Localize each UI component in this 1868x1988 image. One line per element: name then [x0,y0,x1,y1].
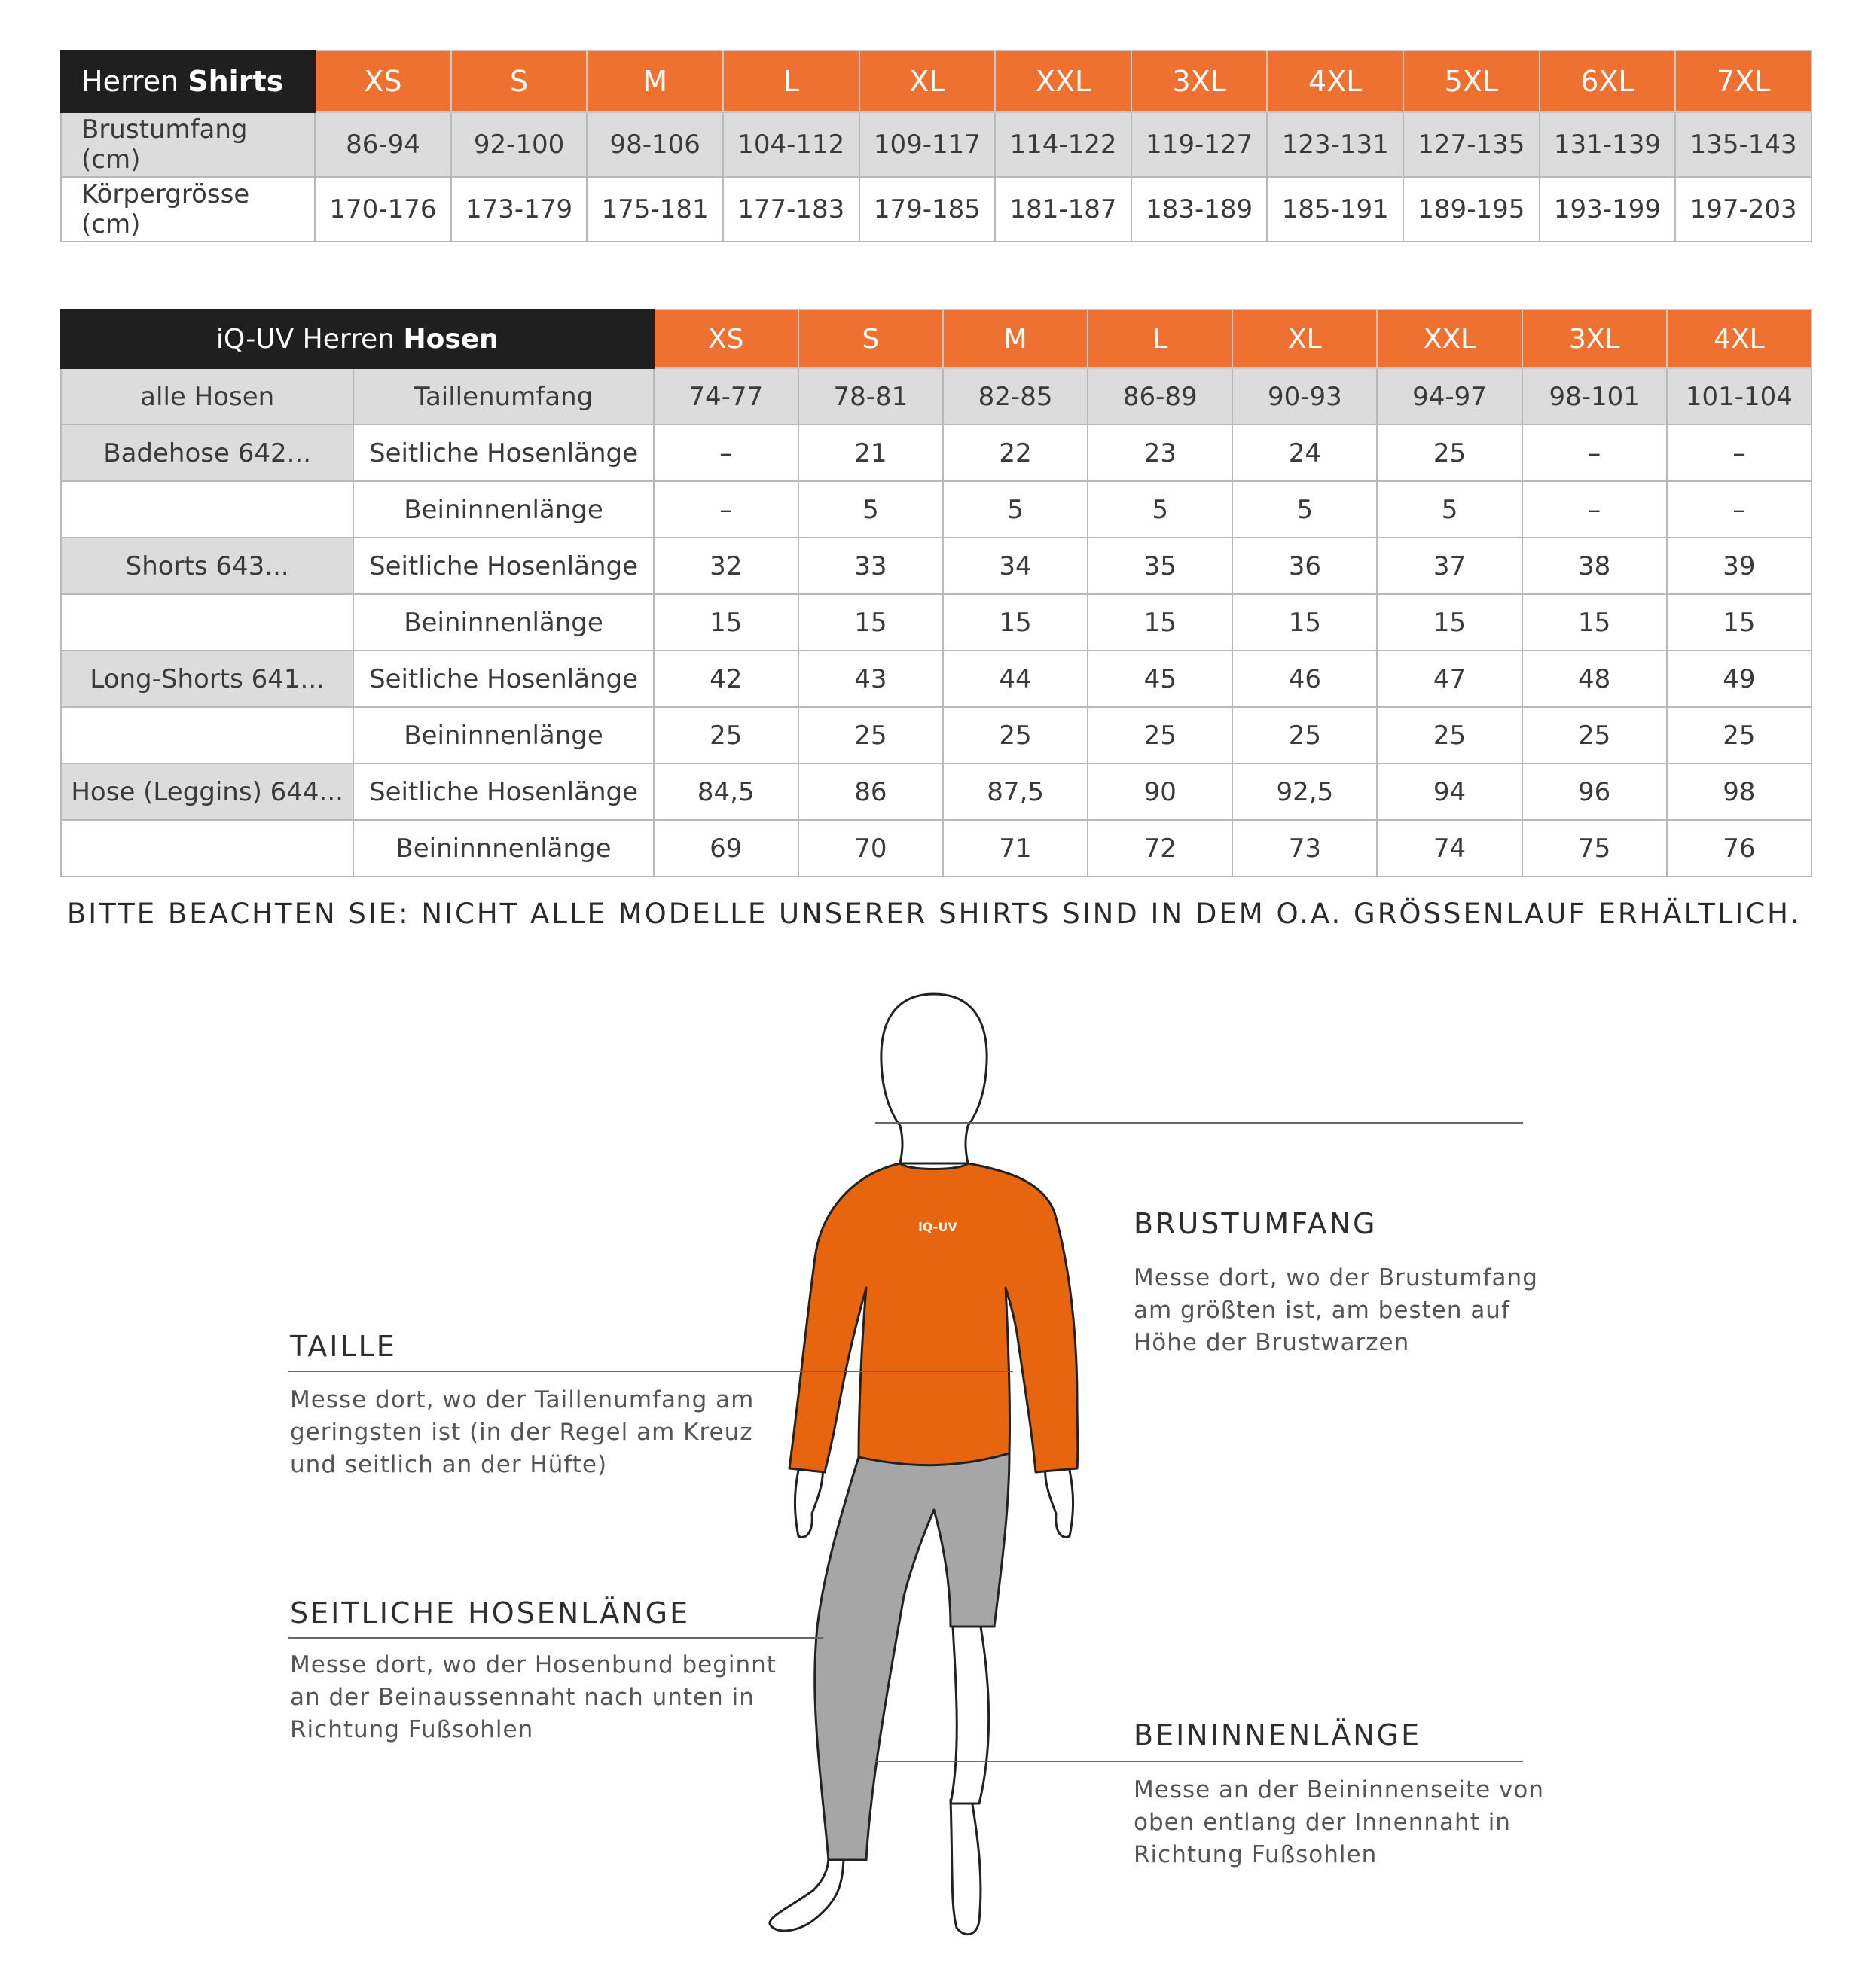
table-cell: 21 [798,425,943,481]
size-header: 4XL [1667,309,1812,368]
table-cell: 5 [1377,481,1522,538]
table-cell: 84,5 [654,764,798,820]
hosen-table-title: iQ-UV Herren Hosen [61,309,654,368]
seitliche-annotation [290,1596,690,1630]
table-cell: 96 [1522,764,1667,820]
table-cell: 135-143 [1675,112,1812,177]
row-label: Brustumfang (cm) [61,112,315,177]
table-cell: 45 [1088,651,1232,707]
table-cell: 92-100 [451,112,588,177]
table-cell: 197-203 [1675,177,1812,242]
table-cell: 183-189 [1131,177,1268,242]
table-cell: 193-199 [1540,177,1676,242]
size-header: XL [1232,309,1377,368]
table-row [61,820,1812,877]
table-cell: 15 [1088,594,1232,651]
size-header: S [451,50,588,112]
table-cell: 78-81 [798,368,943,425]
table-cell: 98-106 [587,112,723,177]
table-cell: 181-187 [995,177,1131,242]
table-cell: – [654,425,798,481]
measure-label: Taillenumfang [353,368,653,425]
shirts-header-row [61,50,1812,112]
measure-label: Seitliche Hosenlänge [353,425,653,481]
shirts-table-title: Herren Shirts [61,50,315,112]
table-cell: 86-94 [315,112,451,177]
size-header: 5XL [1403,50,1540,112]
table-cell: 94 [1377,764,1522,820]
table-cell: 74 [1377,820,1522,877]
table-cell: 92,5 [1232,764,1377,820]
table-cell: 44 [943,651,1088,707]
measure-label: Beininnenlänge [353,481,653,538]
table-cell: 25 [1377,425,1522,481]
hosen-size-table [60,309,1812,877]
table-cell: 23 [1088,425,1232,481]
beininnen-annotation [1134,1718,1421,1752]
table-cell: 69 [654,820,798,877]
head-shape [881,994,987,1163]
table-cell: 73 [1232,820,1377,877]
table-cell: 15 [1232,594,1377,651]
table-cell: 70 [798,820,943,877]
table-cell: – [1667,425,1812,481]
table-cell: 47 [1377,651,1522,707]
table-cell: 49 [1667,651,1812,707]
table-cell: 5 [798,481,943,538]
table-cell: 15 [943,594,1088,651]
shirt-shape [789,1163,1078,1472]
seitliche-title: SEITLICHE HOSENLÄNGE [290,1596,691,1630]
table-row [61,538,1812,594]
size-header: XS [315,50,451,112]
size-header: XL [859,50,996,112]
table-cell: 43 [798,651,943,707]
table-cell: 177-183 [723,177,859,242]
table-cell: 74-77 [654,368,798,425]
table-row [61,481,1812,538]
size-header: S [798,309,943,368]
waist-row [61,368,1812,425]
hosen-header-row [61,309,1812,368]
product-label [61,481,353,538]
size-header: 7XL [1675,50,1812,112]
beininnen-title: BEININNENLÄNGE [1134,1718,1422,1752]
table-cell: – [1522,481,1667,538]
left-foot-shape [770,1856,844,1931]
body-figure-illustration [753,979,1115,1958]
size-header: XXL [995,50,1131,112]
beininnen-line-2: oben entlang der Innennaht in [1134,1809,1511,1836]
product-label: Hose (Leggins) 644... [61,764,353,820]
beininnen-leader-line [875,1761,1523,1762]
measure-label: Seitliche Hosenlänge [353,764,653,820]
seitliche-leader-line [288,1637,823,1639]
brustumfang-line-1: Messe dort, wo der Brustumfang [1134,1264,1538,1291]
table-cell: 25 [654,707,798,764]
brustumfang-leader-line [875,1122,1523,1124]
taille-description [290,1384,754,1481]
table-cell: 90-93 [1232,368,1377,425]
table-row [61,764,1812,820]
product-label [61,707,353,764]
table-cell: 15 [654,594,798,651]
measure-label: Beininnenlänge [353,594,653,651]
table-cell: – [1667,481,1812,538]
table-cell: 33 [798,538,943,594]
table-cell: – [654,481,798,538]
table-cell: 25 [1522,707,1667,764]
table-cell: 46 [1232,651,1377,707]
table-cell: 101-104 [1667,368,1812,425]
table-cell: 25 [943,707,1088,764]
table-cell: 82-85 [943,368,1088,425]
table-cell: 24 [1232,425,1377,481]
table-cell: 114-122 [995,112,1131,177]
product-label [61,820,353,877]
table-row [61,707,1812,764]
table-cell: 15 [1377,594,1522,651]
size-header: L [1088,309,1232,368]
table-cell: 25 [798,707,943,764]
taille-line-2: geringsten ist (in der Regel am Kreuz [290,1419,753,1446]
size-header: 3XL [1131,50,1268,112]
measure-label: Beininnnenlänge [353,820,653,877]
table-cell: 131-139 [1540,112,1676,177]
table-cell: 98 [1667,764,1812,820]
seitliche-line-3: Richtung Fußsohlen [290,1716,534,1743]
product-label [61,594,353,651]
table-cell: 179-185 [859,177,996,242]
size-header: L [723,50,859,112]
table-cell: 25 [1377,707,1522,764]
measure-label: Beininnenlänge [353,707,653,764]
table-cell: 15 [798,594,943,651]
right-shin-shape [951,1627,989,1804]
table-cell: 5 [1088,481,1232,538]
measure-label: Seitliche Hosenlänge [353,538,653,594]
shirts-size-table [60,50,1812,242]
table-cell: 87,5 [943,764,1088,820]
table-cell: 189-195 [1403,177,1540,242]
size-header: XS [654,309,798,368]
table-cell: 94-97 [1377,368,1522,425]
beininnen-description [1134,1774,1544,1871]
table-row [61,177,1812,242]
table-cell: 25 [1088,707,1232,764]
brustumfang-line-3: Höhe der Brustwarzen [1134,1329,1410,1356]
right-foot-shape [951,1800,981,1935]
brustumfang-title: BRUSTUMFANG [1134,1207,1378,1240]
table-cell: 98-101 [1522,368,1667,425]
product-label: Shorts 643... [61,538,353,594]
row-label: Körpergrösse (cm) [61,177,315,242]
table-cell: 75 [1522,820,1667,877]
beininnen-line-3: Richtung Fußsohlen [1134,1841,1378,1868]
table-cell: 15 [1667,594,1812,651]
table-cell: 5 [943,481,1088,538]
size-header: 4XL [1267,50,1403,112]
taille-line-1: Messe dort, wo der Taillenumfang am [290,1386,755,1413]
table-cell: 72 [1088,820,1232,877]
table-cell: 104-112 [723,112,859,177]
brustumfang-line-2: am größten ist, am besten auf [1134,1297,1510,1324]
size-header: 6XL [1540,50,1676,112]
table-cell: 39 [1667,538,1812,594]
measure-label: Seitliche Hosenlänge [353,651,653,707]
table-cell: 34 [943,538,1088,594]
table-cell: 76 [1667,820,1812,877]
table-row [61,112,1812,177]
table-row [61,425,1812,481]
table-cell: 71 [943,820,1088,877]
taille-line-3: und seitlich an der Hüfte) [290,1451,608,1478]
table-row [61,594,1812,651]
table-cell: 119-127 [1131,112,1268,177]
table-cell: 90 [1088,764,1232,820]
table-cell: 32 [654,538,798,594]
taille-title: TAILLE [290,1330,397,1363]
table-cell: 185-191 [1267,177,1403,242]
table-cell: 48 [1522,651,1667,707]
table-cell: 22 [943,425,1088,481]
size-header: 3XL [1522,309,1667,368]
table-cell: 36 [1232,538,1377,594]
taille-leader-line [288,1371,1013,1372]
brustumfang-description [1134,1262,1538,1359]
table-cell: 86-89 [1088,368,1232,425]
seitliche-description [290,1649,777,1746]
taille-annotation [290,1330,397,1363]
table-row [61,651,1812,707]
availability-notice: BITTE BEACHTEN SIE: NICHT ALLE MODELLE UNSERER SHIRTS SIND IN DEM O.A. GRÖSSENLAUF ERHÄLTLICH. [66,898,1802,930]
size-header: XXL [1377,309,1522,368]
beininnen-line-1: Messe an der Beininnenseite von [1134,1776,1544,1804]
table-cell: 86 [798,764,943,820]
size-header: M [943,309,1088,368]
product-label: Badehose 642... [61,425,353,481]
product-label: Long-Shorts 641... [61,651,353,707]
table-cell: 25 [1232,707,1377,764]
table-cell: – [1522,425,1667,481]
seitliche-line-1: Messe dort, wo der Hosenbund beginnt [290,1651,777,1679]
table-cell: 42 [654,651,798,707]
seitliche-line-2: an der Beinaussennaht nach unten in [290,1684,755,1711]
table-cell: 25 [1667,707,1812,764]
table-cell: 175-181 [587,177,723,242]
table-cell: 38 [1522,538,1667,594]
table-cell: 170-176 [315,177,451,242]
table-cell: 109-117 [859,112,996,177]
table-cell: 5 [1232,481,1377,538]
table-cell: 15 [1522,594,1667,651]
table-cell: 173-179 [451,177,588,242]
table-cell: 35 [1088,538,1232,594]
table-cell: 127-135 [1403,112,1540,177]
size-header: M [587,50,723,112]
brustumfang-annotation [1134,1207,1377,1240]
shirt-logo: iQ-UV [918,1220,957,1234]
row-label: alle Hosen [61,368,353,425]
table-cell: 37 [1377,538,1522,594]
table-cell: 123-131 [1267,112,1403,177]
